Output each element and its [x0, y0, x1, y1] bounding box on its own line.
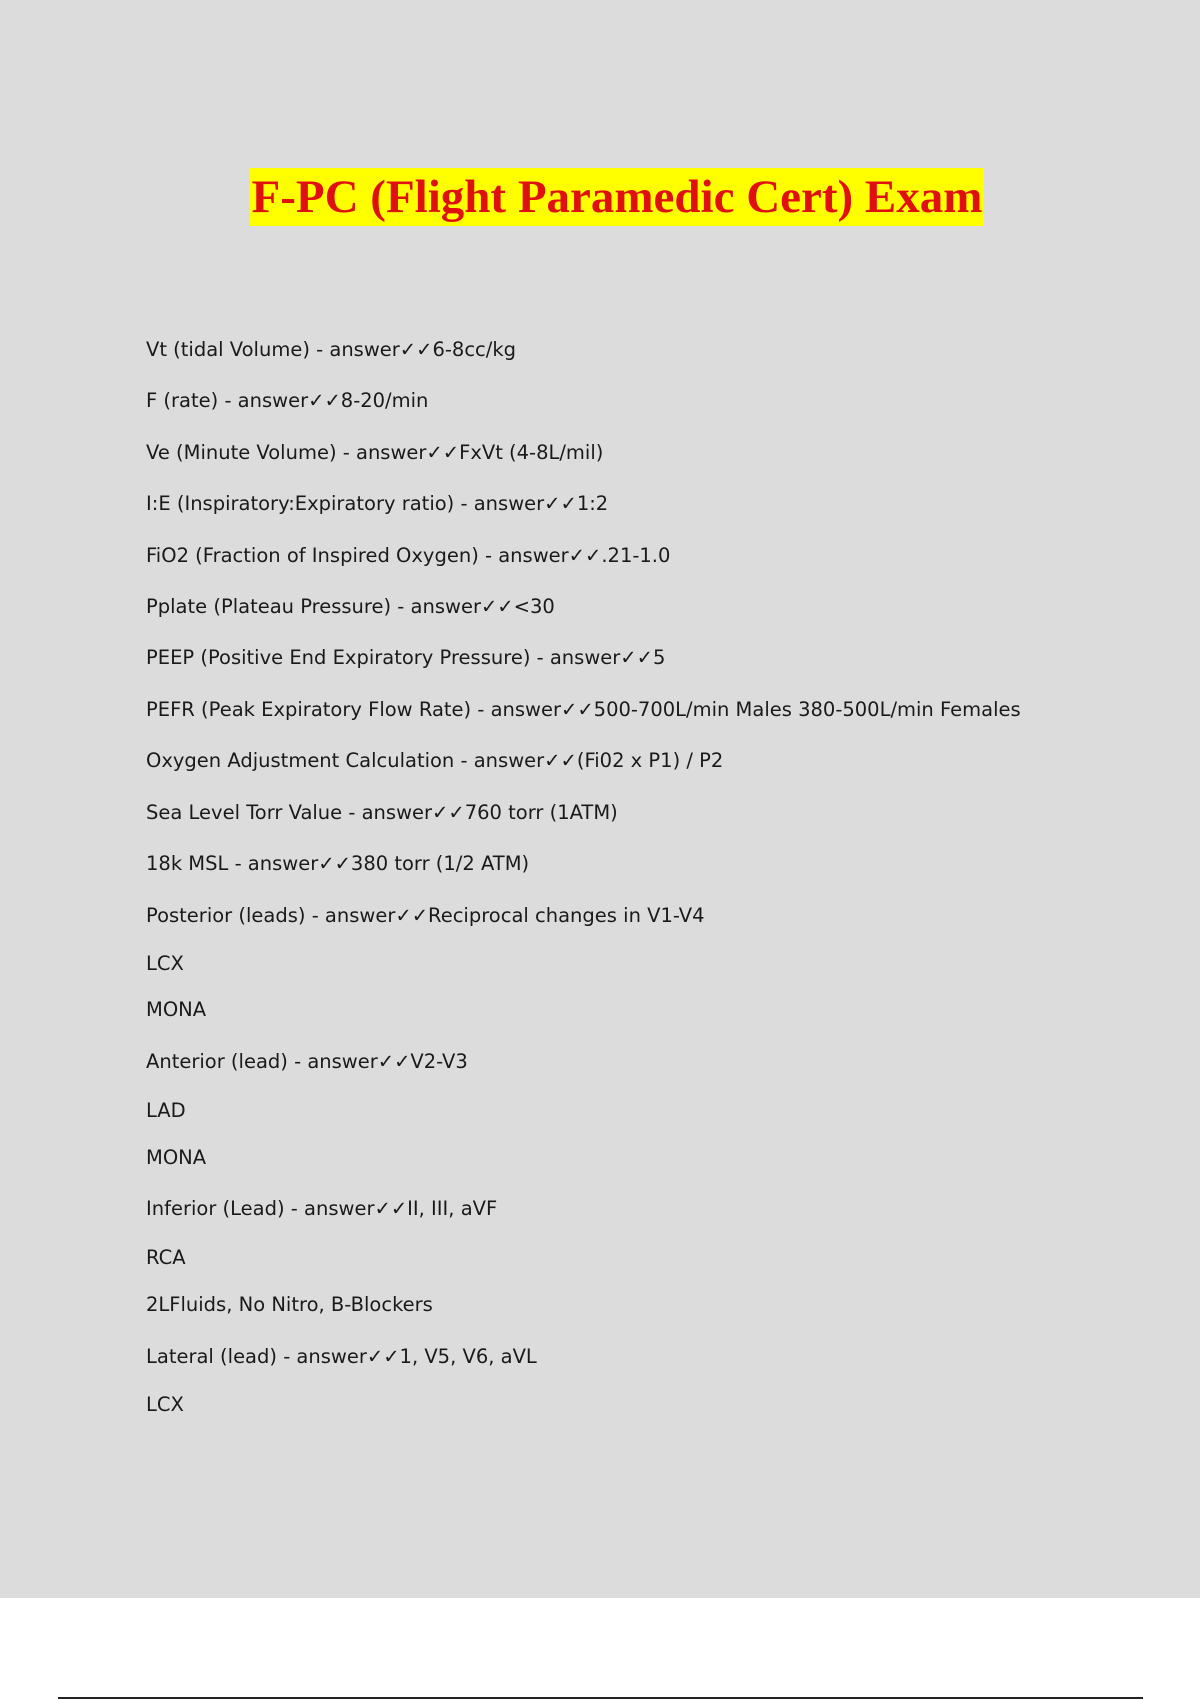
- qa-line: Vt (tidal Volume) - answer✓✓6-8cc/kg: [146, 338, 517, 361]
- qa-line: LAD: [146, 1099, 186, 1122]
- qa-line: MONA: [146, 998, 207, 1021]
- footer-divider: [58, 1697, 1143, 1699]
- qa-line: Ve (Minute Volume) - answer✓✓FxVt (4-8L/mil): [146, 441, 604, 464]
- qa-line: Oxygen Adjustment Calculation - answer✓✓(Fi02 x P1) / P2: [146, 749, 724, 772]
- qa-line: 2LFluids, No Nitro, B-Blockers: [146, 1293, 433, 1316]
- qa-line: FiO2 (Fraction of Inspired Oxygen) - answer✓✓.21-1.0: [146, 544, 671, 567]
- qa-line: Anterior (lead) - answer✓✓V2-V3: [146, 1050, 468, 1073]
- title-container: [0, 168, 1200, 226]
- qa-line: Pplate (Plateau Pressure) - answer✓✓<30: [146, 595, 555, 618]
- qa-line: Sea Level Torr Value - answer✓✓760 torr (1ATM): [146, 801, 618, 824]
- qa-line: MONA: [146, 1146, 207, 1169]
- qa-line: Posterior (leads) - answer✓✓Reciprocal changes in V1-V4: [146, 904, 705, 927]
- qa-line: PEEP (Positive End Expiratory Pressure) - answer✓✓5: [146, 646, 666, 669]
- qa-line: F (rate) - answer✓✓8-20/min: [146, 389, 429, 412]
- qa-line: Lateral (lead) - answer✓✓1, V5, V6, aVL: [146, 1345, 537, 1368]
- qa-line: I:E (Inspiratory:Expiratory ratio) - answer✓✓1:2: [146, 492, 609, 515]
- qa-line: RCA: [146, 1246, 186, 1269]
- qa-line: Inferior (Lead) - answer✓✓II, III, aVF: [146, 1197, 498, 1220]
- qa-line: PEFR (Peak Expiratory Flow Rate) - answer✓✓500-700L/min Males 380-500L/min Females: [146, 698, 1021, 721]
- document-title: F-PC (Flight Paramedic Cert) Exam: [250, 168, 985, 226]
- qa-line: LCX: [146, 1393, 184, 1416]
- qa-line: LCX: [146, 952, 184, 975]
- qa-line: 18k MSL - answer✓✓380 torr (1/2 ATM): [146, 852, 530, 875]
